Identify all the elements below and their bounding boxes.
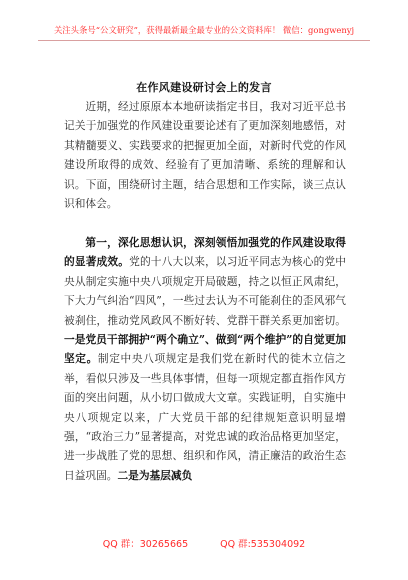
paragraph-intro: [64, 97, 346, 213]
paragraph-text: 党的十八大以来，以习近平同志为核心的党中央从制定实施中央八项规定开局破题，持之以恒正风肃纪，下大力气纠治“四风”，一些过去认为不可能刹住的歪风邪气被刹住，推动党风政风不断好转、党群干群关系更加密切。: [64, 255, 346, 327]
paragraph-first-point: [64, 233, 346, 485]
paragraph-intro-text: 近期，经过原原本本地研读指定书目，我对习近平总书记关于加强党的作风建设重要论述有了更加深刻地感悟，对其精髓要义、实践要求的把握更加全面，对新时代党的作风建设所取得的成效、经验有了更加清晰、系统的理解和认识。下面，围绕研讨主题，结合思想和工作实际，谈三点认识和体会。: [64, 100, 346, 211]
section-heading-first: 第一，深化思想认识，深刻领悟加强党的作风建设取得的显著成效。: [64, 236, 346, 269]
document-title: 在作风建设研讨会上的发言: [136, 81, 272, 94]
footer-qq-group-1: QQ 群：30265665: [102, 539, 189, 550]
footer-contact: [0, 536, 408, 550]
header-promo-text: 关注头条号“公文研究”，获得最新最全最专业的公文资料库！ 微信：gongwenyj: [53, 25, 355, 35]
header-divider: [38, 40, 370, 41]
subpoint-heading-two: 二是为基层减负: [117, 468, 193, 482]
subpoint-heading-one: 一是党员干部拥护“两个确立”、做到“两个维护”的自觉更加坚定。: [64, 333, 346, 366]
paragraph-text: 制定中央八项规定是我们党在新时代的徙木立信之举，看似只涉及一些具体事情，但每一项规定都直指作风方面的突出问题，从小切口做成大文章。实践证明，自实施中央八项规定以来，广大党员干部的纪律规矩意识明显增强，“政治三力”显著提高，对党忠诚的政治品格更加坚定，进一步战胜了党的思想、组织和作风，清正廉洁的政治生态日益巩固。: [64, 352, 346, 482]
footer-qq-group-2: QQ 群:535304092: [220, 539, 306, 550]
